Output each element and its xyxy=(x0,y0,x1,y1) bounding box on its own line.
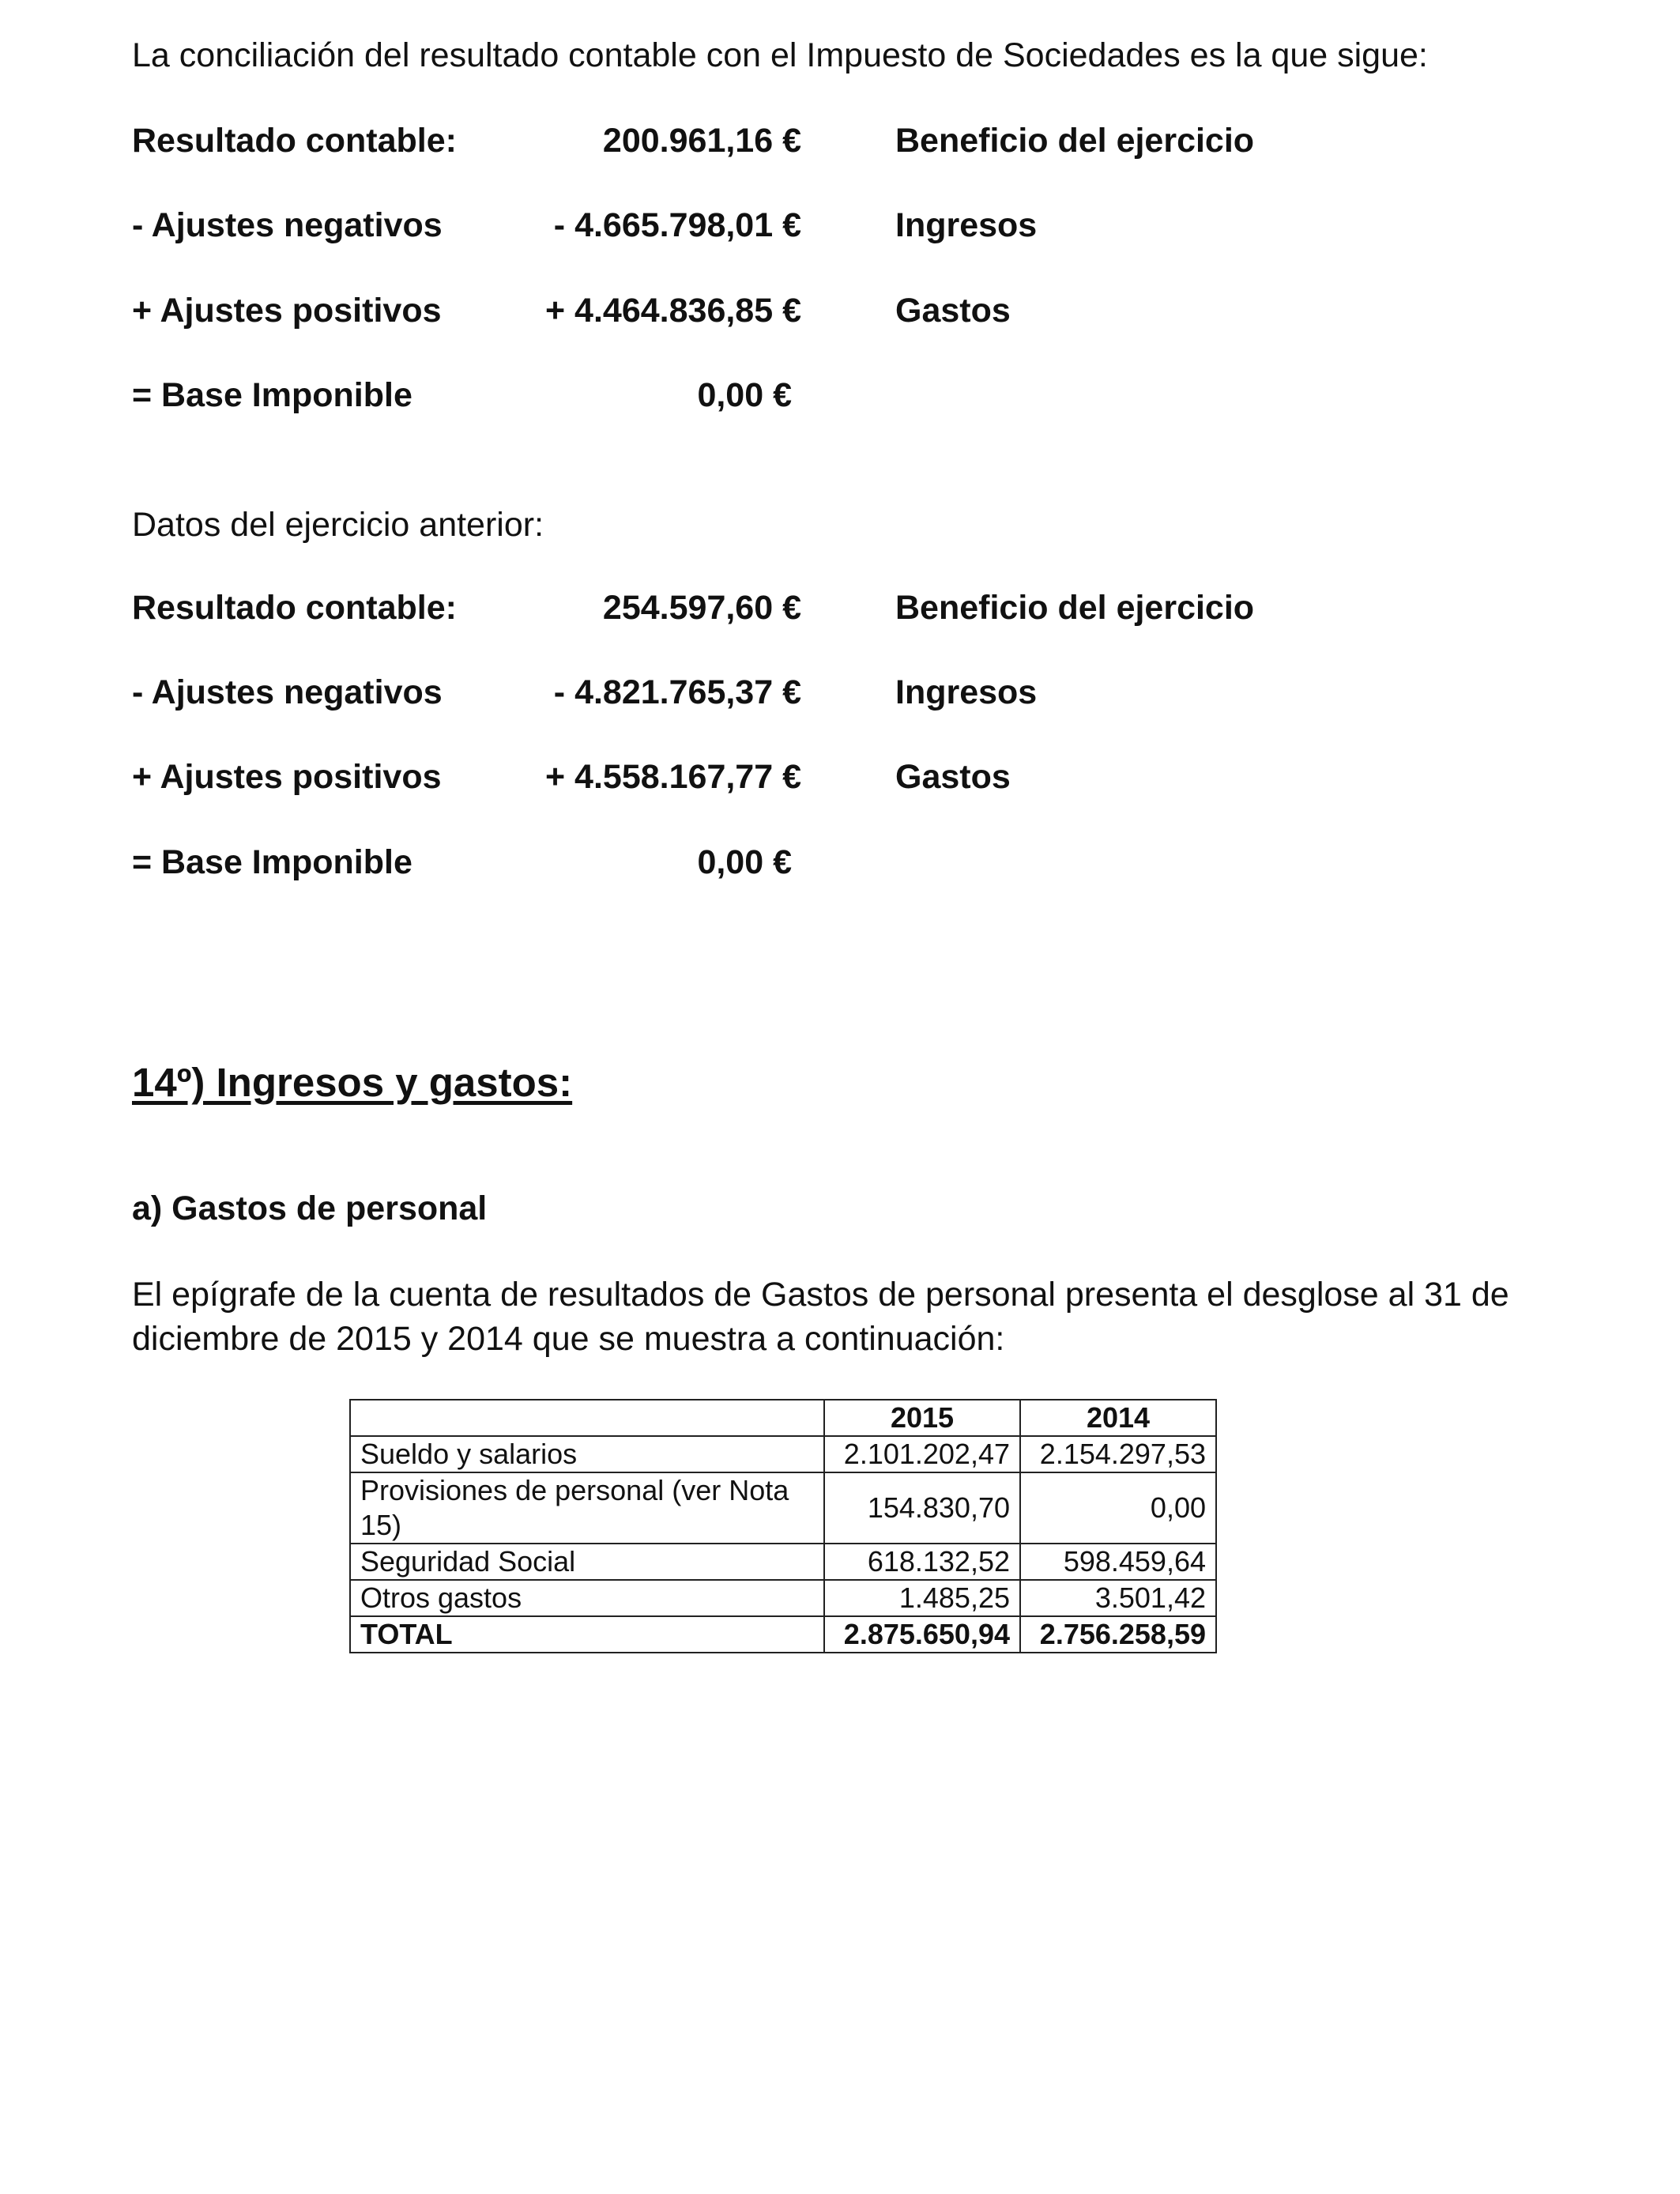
current-label-0: Resultado contable: xyxy=(132,122,457,160)
previous-amount-0: 254.597,60 € xyxy=(602,589,801,627)
table-cell: Sueldo y salarios xyxy=(350,1436,824,1472)
table-cell: Seguridad Social xyxy=(350,1544,824,1580)
table-row xyxy=(350,1436,1216,1472)
previous-label-0: Resultado contable: xyxy=(132,589,457,627)
table-cell: 2.154.297,53 xyxy=(1020,1436,1216,1472)
previous-desc-2: Gastos xyxy=(895,758,1011,796)
table-header-row xyxy=(350,1400,1216,1436)
current-label-1: - Ajustes negativos xyxy=(132,206,443,244)
subsection-heading: a) Gastos de personal xyxy=(132,1189,488,1227)
current-amount-3: 0,00 € xyxy=(697,376,792,414)
table-cell: 598.459,64 xyxy=(1020,1544,1216,1580)
previous-amount-3: 0,00 € xyxy=(697,843,792,881)
table-cell: TOTAL xyxy=(350,1616,824,1653)
table-header-cell xyxy=(350,1400,824,1436)
previous-heading: Datos del ejercicio anterior: xyxy=(132,506,544,544)
current-label-2: + Ajustes positivos xyxy=(132,292,442,330)
table-header-cell: 2015 xyxy=(824,1400,1020,1436)
current-desc-1: Ingresos xyxy=(895,206,1038,244)
previous-label-1: - Ajustes negativos xyxy=(132,673,443,711)
current-amount-2: + 4.464.836,85 € xyxy=(545,292,801,330)
previous-desc-0: Beneficio del ejercicio xyxy=(895,589,1255,627)
intro-text: La conciliación del resultado contable con el Impuesto de Sociedades es la que sigue: xyxy=(132,36,1428,74)
table-cell: 0,00 xyxy=(1020,1472,1216,1544)
table-cell: Provisiones de personal (ver Nota 15) xyxy=(350,1472,824,1544)
table-cell: 2.875.650,94 xyxy=(824,1616,1020,1653)
table-cell: 2.101.202,47 xyxy=(824,1436,1020,1472)
table-cell: 1.485,25 xyxy=(824,1580,1020,1616)
table-cell: 154.830,70 xyxy=(824,1472,1020,1544)
table-cell: 3.501,42 xyxy=(1020,1580,1216,1616)
personnel-expenses-table xyxy=(349,1399,1217,1653)
table-header-cell: 2014 xyxy=(1020,1400,1216,1436)
previous-desc-1: Ingresos xyxy=(895,673,1038,711)
previous-label-2: + Ajustes positivos xyxy=(132,758,442,796)
table-total-row xyxy=(350,1616,1216,1653)
section-title: 14º) Ingresos y gastos: xyxy=(132,1060,573,1105)
previous-amount-1: - 4.821.765,37 € xyxy=(553,673,801,711)
body-paragraph: El epígrafe de la cuenta de resultados de Gastos de personal presenta el desglose al 31 de diciembre de 2015 y 2014 que se muestra a continuación: xyxy=(132,1276,1509,1358)
table-row xyxy=(350,1544,1216,1580)
current-label-3: = Base Imponible xyxy=(132,376,412,414)
current-amount-0: 200.961,16 € xyxy=(602,122,801,160)
table-row xyxy=(350,1580,1216,1616)
current-desc-2: Gastos xyxy=(895,292,1011,330)
table-cell: 618.132,52 xyxy=(824,1544,1020,1580)
table-cell: 2.756.258,59 xyxy=(1020,1616,1216,1653)
current-amount-1: - 4.665.798,01 € xyxy=(553,206,801,244)
previous-amount-2: + 4.558.167,77 € xyxy=(545,758,801,796)
table-cell: Otros gastos xyxy=(350,1580,824,1616)
table-row xyxy=(350,1472,1216,1544)
previous-label-3: = Base Imponible xyxy=(132,843,412,881)
current-desc-0: Beneficio del ejercicio xyxy=(895,122,1255,160)
